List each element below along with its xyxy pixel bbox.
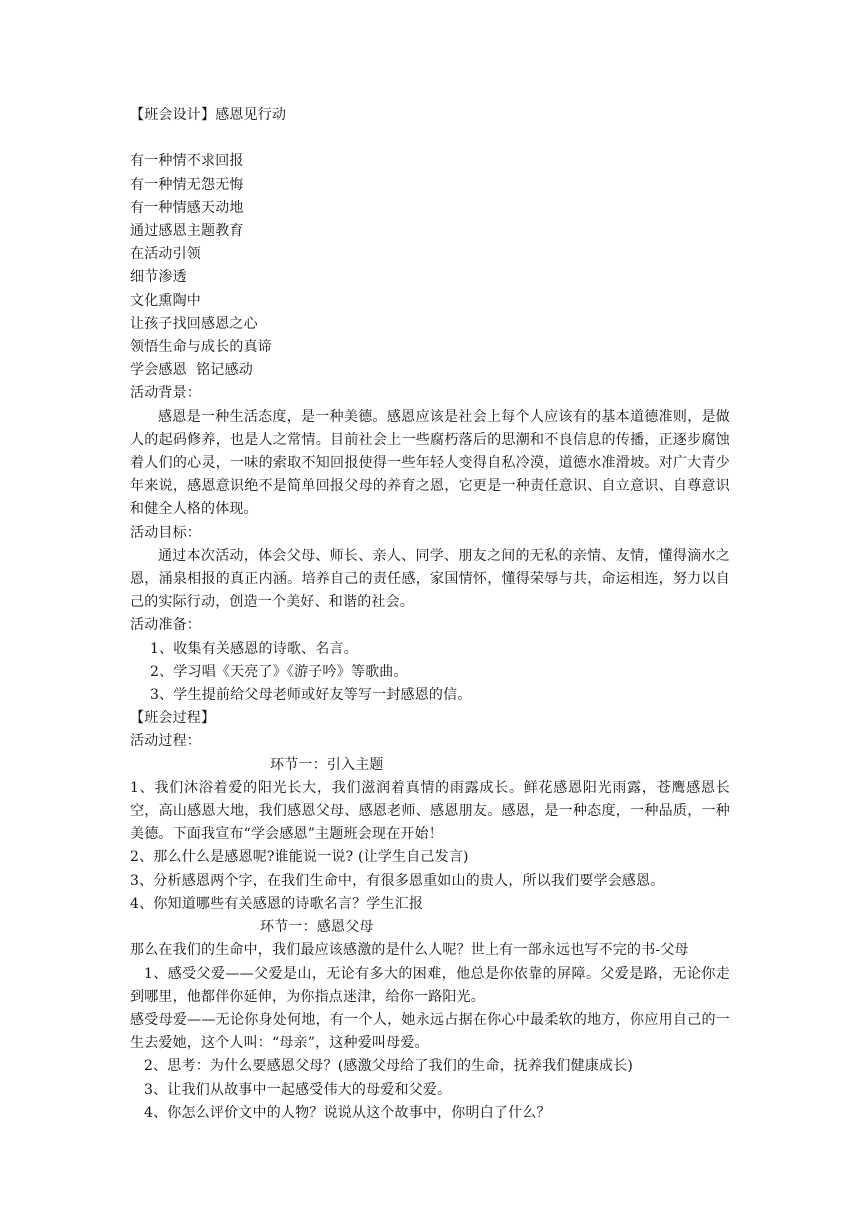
prep-item: 1、收集有关感恩的诗歌、名言。 <box>150 640 358 657</box>
intro-line: 在活动引领 <box>130 246 201 263</box>
section2-mother: 感受母爱——无论你身处何地，有一个人，她永远占据在你心中最柔软的地方，你应用自己的一生去爱她，这个人叫：“母亲”，这种爱叫母爱。 <box>130 1011 730 1052</box>
intro-line: 学会感恩 铭记感动 <box>130 362 253 379</box>
section1-item: 2、那么什么是感恩呢?谁能说一说? (让学生自己发言) <box>130 849 469 866</box>
section2-item: 2、思考：为什么要感恩父母？(感激父母给了我们的生命，抚养我们健康成长) <box>144 1058 634 1075</box>
process-label: 活动过程： <box>130 733 201 750</box>
prep-item: 2、学习唱《天亮了》《游子吟》等歌曲。 <box>150 663 408 680</box>
section1-title: 环节一：引入主题 <box>270 756 384 773</box>
intro-line: 文化熏陶中 <box>130 292 201 309</box>
prep-item: 3、学生提前给父母老师或好友等写一封感恩的信。 <box>150 687 472 704</box>
section1-item: 1、我们沐浴着爱的阳光长大，我们滋润着真情的雨露成长。鲜花感恩阳光雨露，苍鹰感恩长空，高山感恩大地，我们感恩父母、感恩老师、感恩朋友。感恩，是一种态度，一种品质，一种美德。下面我宣布“学会感恩”主题班会现在开始！ <box>130 779 730 843</box>
document-body <box>130 104 730 1125</box>
intro-line: 有一种情不求回报 <box>130 153 244 170</box>
intro-line: 细节渗透 <box>130 269 187 286</box>
spacer <box>130 127 730 150</box>
section2-father-text: 1、感受父爱——父爱是山，无论有多大的困难，他总是你依靠的屏障。父爱是路，无论你走到哪里，他都伴你延伸，为你指点迷津，给你一路阳光。 <box>130 965 730 1005</box>
intro-line: 通过感恩主题教育 <box>130 223 244 239</box>
section2-father <box>130 963 730 1009</box>
intro-line: 有一种情感天动地 <box>130 199 244 216</box>
goal-label: 活动目标： <box>130 524 201 541</box>
prep-label: 活动准备： <box>130 617 201 634</box>
background-label: 活动背景： <box>130 385 201 402</box>
document-title: 【班会设计】感恩见行动 <box>130 107 287 123</box>
section2-intro: 那么在我们的生命中，我们最应该感激的是什么人呢？世上有一部永远也写不完的书-父母 <box>130 942 689 959</box>
goal-paragraph: 通过本次活动，体会父母、师长、亲人、同学、朋友之间的无私的亲情、友情，懂得滴水之恩，涌泉相报的真正内涵。培养自己的责任感，家国情怀，懂得荣辱与共，命运相连，努力以自己的实际行动，创造一个美好、和谐的社会。 <box>130 547 730 611</box>
section2-item: 3、让我们从故事中一起感受伟大的母爱和父爱。 <box>144 1081 452 1098</box>
section2-title: 环节一：感恩父母 <box>260 919 374 936</box>
section1-item: 3、分析感恩两个字，在我们生命中，有很多恩重如山的贵人，所以我们要学会感恩。 <box>130 872 665 889</box>
process-heading: 【班会过程】 <box>130 710 216 727</box>
background-paragraph: 感恩是一种生活态度，是一种美德。感恩应该是社会上每个人应该有的基本道德准则，是做人的起码修养，也是人之常情。目前社会上一些腐朽落后的思潮和不良信息的传播，正逐步腐蚀着人们的心灵，一味的索取不知回报使得一些年轻人变得自私冷漠，道德水准滑坡。对广大青少年来说，感恩意识绝不是简单回报父母的养育之恩，它更是一种责任意识、自立意识、自尊意识和健全人格的体现。 <box>130 408 730 518</box>
intro-line: 让孩子找回感恩之心 <box>130 315 258 332</box>
intro-line: 有一种情无怨无悔 <box>130 176 244 193</box>
intro-line: 领悟生命与成长的真谛 <box>130 339 272 356</box>
section2-item: 4、你怎么评价文中的人物？说说从这个故事中，你明白了什么？ <box>144 1104 551 1121</box>
section1-item: 4、你知道哪些有关感恩的诗歌名言？学生汇报 <box>130 895 424 912</box>
